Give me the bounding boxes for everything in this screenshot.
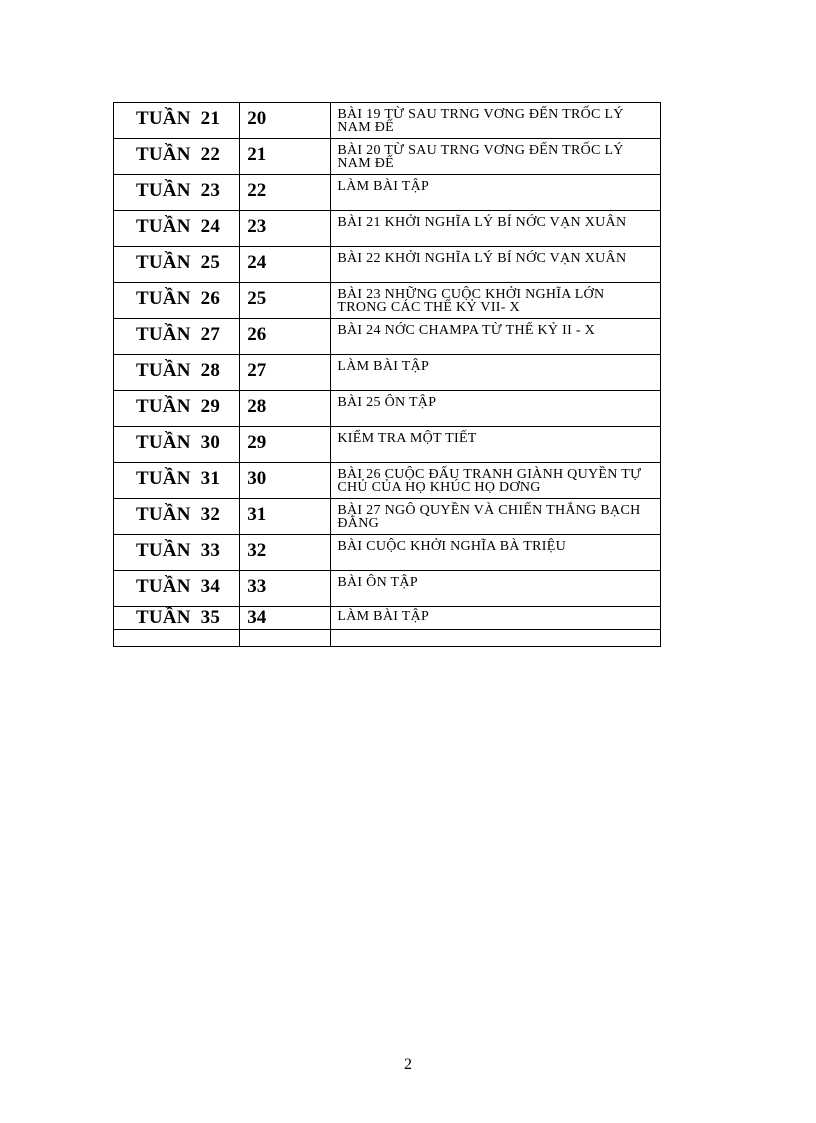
table-row	[114, 283, 661, 319]
week-cell	[114, 103, 240, 139]
lesson-title: BÀI 21 KHỞI NGHĨA LÝ BÍ NỚC VẠN XUÂN	[331, 211, 661, 247]
week-number: 31	[200, 468, 221, 489]
table-row	[114, 355, 661, 391]
week-cell	[114, 571, 240, 607]
week-label: TUẦN	[136, 540, 191, 561]
week-label: TUẦN	[136, 576, 191, 597]
table-row	[114, 211, 661, 247]
table-row	[114, 139, 661, 175]
week-label: TUẦN	[136, 324, 191, 345]
week-number: 30	[200, 432, 221, 453]
period-number: 31	[240, 499, 331, 535]
period-number: 29	[240, 427, 331, 463]
week-label: TUẦN	[136, 288, 191, 309]
lesson-title: BÀI 26 CUỘC ĐẤU TRANH GIÀNH QUYỀN TỰ CHỦ CỦA HỌ KHÚC HỌ DƠNG	[331, 463, 661, 499]
week-number: 28	[200, 360, 221, 381]
empty-cell	[114, 630, 240, 647]
week-label: TUẦN	[136, 144, 191, 165]
week-label: TUẦN	[136, 396, 191, 417]
week-cell	[114, 355, 240, 391]
table-row	[114, 463, 661, 499]
empty-cell	[331, 630, 661, 647]
period-number: 22	[240, 175, 331, 211]
week-label: TUẦN	[136, 468, 191, 489]
table-row	[114, 571, 661, 607]
lesson-title: BÀI CUỘC KHỞI NGHĨA BÀ TRIỆU	[331, 535, 661, 571]
week-number: 32	[200, 504, 221, 525]
schedule-body	[114, 103, 661, 647]
period-number: 20	[240, 103, 331, 139]
week-number: 27	[200, 324, 221, 345]
period-number: 34	[240, 607, 331, 630]
week-cell	[114, 247, 240, 283]
page-number: 2	[404, 1056, 412, 1073]
week-cell	[114, 391, 240, 427]
period-number: 26	[240, 319, 331, 355]
week-label: TUẦN	[136, 216, 191, 237]
week-cell	[114, 463, 240, 499]
period-number: 33	[240, 571, 331, 607]
week-cell	[114, 319, 240, 355]
period-number: 24	[240, 247, 331, 283]
week-number: 33	[200, 540, 221, 561]
week-cell	[114, 427, 240, 463]
table-row	[114, 535, 661, 571]
period-number: 28	[240, 391, 331, 427]
week-cell	[114, 175, 240, 211]
lesson-title: LÀM BÀI TẬP	[331, 175, 661, 211]
lesson-title: LÀM BÀI TẬP	[331, 607, 661, 630]
week-number: 26	[200, 288, 221, 309]
week-number: 29	[200, 396, 221, 417]
period-number: 25	[240, 283, 331, 319]
lesson-title: BÀI ÔN TẬP	[331, 571, 661, 607]
lesson-title: BÀI 20 TỪ SAU TRNG VƠNG ĐẾN TRỐC LÝ NAM ĐẾ	[331, 139, 661, 175]
period-number: 21	[240, 139, 331, 175]
period-number: 23	[240, 211, 331, 247]
table-row	[114, 499, 661, 535]
week-number: 21	[200, 108, 221, 129]
week-label: TUẦN	[136, 108, 191, 129]
week-cell	[114, 211, 240, 247]
week-cell	[114, 283, 240, 319]
week-number: 25	[200, 252, 221, 273]
period-number: 27	[240, 355, 331, 391]
week-label: TUẦN	[136, 252, 191, 273]
week-number: 22	[200, 144, 221, 165]
lesson-title: BÀI 25 ÔN TẬP	[331, 391, 661, 427]
lesson-title: BÀI 24 NỚC CHAMPA TỪ THẾ KỶ II - X	[331, 319, 661, 355]
week-number: 35	[200, 607, 221, 628]
week-number: 23	[200, 180, 221, 201]
week-number: 34	[200, 576, 221, 597]
week-label: TUẦN	[136, 607, 191, 628]
table-row	[114, 319, 661, 355]
period-number: 32	[240, 535, 331, 571]
period-number: 30	[240, 463, 331, 499]
table-row	[114, 175, 661, 211]
week-label: TUẦN	[136, 432, 191, 453]
schedule-table	[113, 102, 661, 647]
week-cell	[114, 499, 240, 535]
table-row	[114, 391, 661, 427]
week-label: TUẦN	[136, 360, 191, 381]
week-label: TUẦN	[136, 504, 191, 525]
lesson-title: BÀI 23 NHỮNG CUỘC KHỞI NGHĨA LỚN TRONG CÁC THẾ KỶ VII- X	[331, 283, 661, 319]
lesson-title: KIỂM TRA MỘT TIẾT	[331, 427, 661, 463]
week-cell	[114, 139, 240, 175]
lesson-title: LÀM BÀI TẬP	[331, 355, 661, 391]
table-row	[114, 427, 661, 463]
table-row	[114, 103, 661, 139]
empty-row	[114, 630, 661, 647]
week-label: TUẦN	[136, 180, 191, 201]
week-cell	[114, 535, 240, 571]
empty-cell	[240, 630, 331, 647]
week-cell	[114, 607, 240, 630]
table-row	[114, 247, 661, 283]
lesson-title: BÀI 19 TỪ SAU TRNG VƠNG ĐẾN TRỐC LÝ NAM ĐẾ	[331, 103, 661, 139]
week-number: 24	[200, 216, 221, 237]
lesson-title: BÀI 27 NGÔ QUYỀN VÀ CHIẾN THẮNG BẠCH ĐẰNG	[331, 499, 661, 535]
lesson-title: BÀI 22 KHỞI NGHĨA LÝ BÍ NỚC VẠN XUÂN	[331, 247, 661, 283]
table-row	[114, 607, 661, 630]
